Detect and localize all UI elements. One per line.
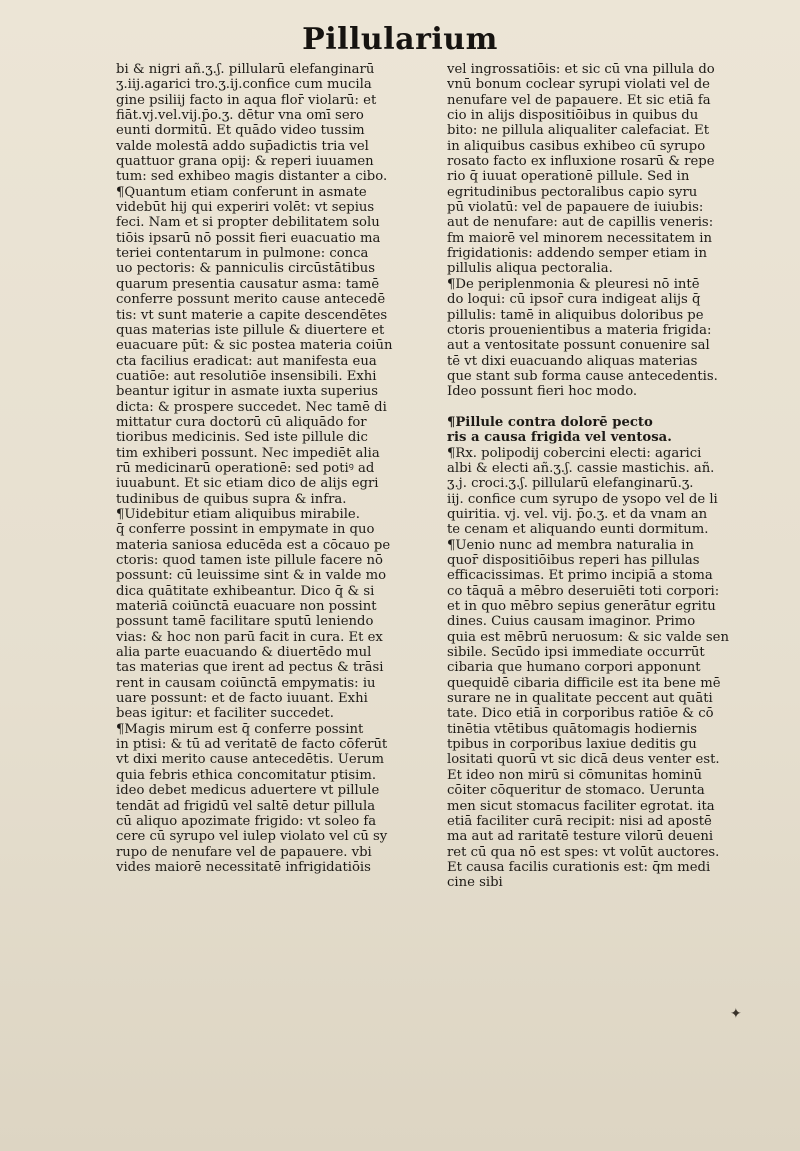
text-line: dicta: & prospere succedet. Nec tamē di <box>116 399 387 415</box>
text-line: ʒ.j. croci.ʒ.ʃ. pillularū elefanginarū.ʒ. <box>447 476 694 492</box>
text-line: possunt: cū leuissime sint & in valde mo <box>116 568 387 584</box>
text-line: cere cū syrupo vel iulep violato vel cū sy <box>116 829 388 845</box>
text-line: materiā coiūnctā euacuare non possint <box>116 599 377 615</box>
text-line: pillulis: tamē in aliquibus doloribus pe <box>447 307 704 323</box>
text-line: fm maiorē vel minorem necessitatem in <box>447 230 712 246</box>
text-line: nenufare vel de papauere. Et sic etiā fa <box>447 92 711 108</box>
text-line: tim exhiberi possunt. Nec impediēt alia <box>116 445 380 461</box>
text-line: tē vt dixi euacuando aliquas materias <box>447 353 698 369</box>
text-line: tiōis ipsarū nō possit fieri euacuatio ma <box>116 230 381 246</box>
text-line: tate. Dico etiā in corporibus ratiōe & cō <box>447 706 714 722</box>
text-line: ¶Uenio nunc ad membra naturalia in <box>447 537 694 553</box>
text-line: ma aut ad raritatē testure vilorū deueni <box>447 829 714 845</box>
left-text-column <box>116 62 431 875</box>
text-line: mittatur cura doctorū cū aliquādo for <box>116 414 367 430</box>
text-line: ¶Magis mirum est q̄ conferre possint <box>116 721 364 737</box>
text-line: efficacissimas. Et primo incipiā a stoma <box>447 568 713 584</box>
text-line: ¶Quantum etiam conferunt in asmate <box>116 184 367 200</box>
text-line: tinētia vtētibus quātomagis hodiernis <box>447 721 698 737</box>
text-line: etiā faciliter curā recipit: nisi ad apostē <box>447 813 712 829</box>
text-line: gine psiliij facto in aqua flor̄ violarū: et <box>116 92 377 108</box>
text-line: pū violatū: vel de papauere de iuiubis: <box>447 200 704 216</box>
text-line: vt dixi merito cause antecedētis. Uerum <box>116 752 384 768</box>
text-line: possunt tamē facilitare sputū leniendo <box>116 614 374 630</box>
text-line: bi & nigri añ.ʒ.ʃ. pillularū elefanginarū <box>116 62 375 77</box>
text-line: vnū bonum coclear syrupi violati vel de <box>447 77 710 93</box>
text-line: lositati quorū vt sic dicā deus venter est. <box>447 752 720 768</box>
text-line: quequidē cibaria difficile est ita bene mē <box>447 675 721 691</box>
text-line: cio in alijs dispositiōibus in quibus du <box>447 108 699 124</box>
text-line: feci. Nam et si propter debilitatem solu <box>116 215 380 231</box>
text-line: ¶Rx. polipodij cobercini electi: agarici <box>447 445 702 461</box>
text-line: videbūt hij qui experiri volēt: vt sepius <box>116 200 375 216</box>
text-line: vias: & hoc non parū facit in cura. Et ex <box>116 629 383 645</box>
text-line: ¶Uidebitur etiam aliquibus mirabile. <box>116 506 360 522</box>
text-line: ¶Pillule contra dolorē pecto <box>447 414 653 430</box>
text-line: vides maiorē necessitatē infrigidatiōis <box>116 859 371 875</box>
text-line: Ideo possunt fieri hoc modo. <box>447 384 638 400</box>
text-line: Et causa facilis curationis est: q̄m medi <box>447 859 711 875</box>
running-head: Pillularium <box>302 22 498 57</box>
text-line: vel ingrossatiōis: et sic cū vna pillula do <box>447 62 715 77</box>
text-line: tudinibus de quibus supra & infra. <box>116 491 347 507</box>
text-line: frigidationis: addendo semper etiam in <box>447 246 707 262</box>
text-line: co tāquā a mēbro deseruiēti toti corpori: <box>447 583 720 599</box>
text-line: ret cū qua nō est spes: vt volūt auctores. <box>447 844 720 860</box>
text-line: et in quo mēbro sepius generātur egritu <box>447 599 716 615</box>
text-line: beas igitur: et faciliter succedet. <box>116 706 334 722</box>
text-line: materia saniosa educēda est a cōcauo pe <box>116 537 391 553</box>
text-line: cuatiōe: aut resolutiōe insensibili. Exhi <box>116 368 377 384</box>
text-line: tendāt ad frigidū vel saltē detur pillula <box>116 798 376 814</box>
text-line: egritudinibus pectoralibus capio syru <box>447 184 698 200</box>
text-line: tas materias que irent ad pectus & trāsi <box>116 660 384 676</box>
text-line: fiāt.vj.vel.vij.p̄o.ʒ. dētur vna omī sero <box>116 108 364 124</box>
text-line: alia parte euacuando & diuertēdo mul <box>116 645 372 661</box>
text-line: bito: ne pillula aliqualiter calefaciat. Et <box>447 123 710 139</box>
text-line: ʒ.iij.agarici tro.ʒ.ij.confice cum mucila <box>116 77 372 93</box>
text-line: te cenam et aliquando eunti dormitum. <box>447 522 709 538</box>
text-line: rosato facto ex influxione rosarū & repe <box>447 154 715 170</box>
text-line: ris a causa frigida vel ventosa. <box>447 430 672 446</box>
text-line: cōiter cōqueritur de stomaco. Uerunta <box>447 783 705 799</box>
text-line: rent in causam coiūnctā empymatis: iu <box>116 675 376 691</box>
text-line: Et ideo non mirū si cōmunitas hominū <box>447 767 703 783</box>
text-line: quia est mēbrū neruosum: & sic valde sen <box>447 629 729 645</box>
text-line: eunti dormitū. Et quādo video tussim <box>116 123 365 139</box>
text-line: uare possunt: et de facto iuuant. Exhi <box>116 691 368 707</box>
text-line: cine sibi <box>447 875 503 891</box>
ornament-mark: ✦ <box>730 1006 742 1022</box>
text-line: in ptisi: & tū ad veritatē de facto cōferūt <box>116 737 388 753</box>
text-line: rio q̄ iuuat operationē pillule. Sed in <box>447 169 690 185</box>
text-line <box>447 400 762 415</box>
text-line: do loqui: cū ipsor̄ cura indigeat alijs q̄ <box>447 292 701 308</box>
text-line: aut de nenufare: aut de capillis veneris: <box>447 215 714 231</box>
text-line: conferre possunt merito cause antecedē <box>116 292 386 308</box>
text-line: ideo debet medicus aduertere vt pillule <box>116 783 380 799</box>
text-line: dica quātitate exhibeantur. Dico q̄ & si <box>116 583 375 599</box>
text-line: quia febris ethica concomitatur ptisim. <box>116 767 377 783</box>
text-line: quarum presentia causatur asma: tamē <box>116 276 380 292</box>
text-line: cū aliquo apozimate frigido: vt soleo fa <box>116 813 377 829</box>
text-line: valde molestā addo sup̄adictis tria vel <box>116 138 369 154</box>
text-line: dines. Cuius causam imaginor. Primo <box>447 614 696 630</box>
text-line: sibile. Secūdo ipsi immediate occurrūt <box>447 645 705 661</box>
text-line: men sicut stomacus faciliter egrotat. ita <box>447 798 715 814</box>
text-line: surare ne in qualitate peccent aut quāti <box>447 691 713 707</box>
text-line: ctoris: quod tamen iste pillule facere nō <box>116 553 383 568</box>
text-line: iuuabunt. Et sic etiam dico de alijs egri <box>116 476 379 492</box>
text-line: tpibus in corporibus laxiue deditis gu <box>447 737 697 753</box>
text-line: cibaria que humano corpori apponunt <box>447 660 701 676</box>
text-line: ctoris prouenientibus a materia frigida: <box>447 322 712 338</box>
text-line: beantur igitur in asmate iuxta superius <box>116 384 379 400</box>
text-line: tum: sed exhibeo magis distanter a cibo. <box>116 169 388 185</box>
text-line: quas materias iste pillule & diuertere et <box>116 322 385 338</box>
text-line: albi & electi añ.ʒ.ʃ. cassie mastichis. añ. <box>447 460 715 476</box>
right-text-column <box>447 62 762 891</box>
text-line: quiritia. vj. vel. vij. p̄o.ʒ. et da vnam an <box>447 506 708 522</box>
text-line: ¶De periplenmonia & pleuresi nō intē <box>447 276 700 292</box>
text-line: teriei contentarum in pulmone: conca <box>116 246 369 262</box>
text-line: quor̄ dispositiōibus reperi has pillulas <box>447 553 700 568</box>
text-line: iij. confice cum syrupo de ysopo vel de li <box>447 491 718 507</box>
text-line: tioribus medicinis. Sed iste pillule dic <box>116 430 368 446</box>
text-line: in aliquibus casibus exhibeo cū syrupo <box>447 138 706 154</box>
text-line: uo pectoris: & panniculis circūstātibus <box>116 261 376 277</box>
text-line: rupo de nenufare vel de papauere. vbi <box>116 844 372 860</box>
text-line: que stant sub forma cause antecedentis. <box>447 368 718 384</box>
text-line: aut a ventositate possunt conuenire sal <box>447 338 710 354</box>
text-line: tis: vt sunt materie a capite descendētes <box>116 307 388 323</box>
text-line: q̄ conferre possint in empymate in quo <box>116 522 375 538</box>
text-line: rū medicinarū operationē: sed potiꝰ ad <box>116 460 375 476</box>
text-line: euacuare pūt: & sic postea materia coiūn <box>116 338 393 354</box>
text-line: cta facilius eradicat: aut manifesta eua <box>116 353 377 369</box>
text-line: quattuor grana opij: & reperi iuuamen <box>116 154 374 170</box>
text-line: pillulis aliqua pectoralia. <box>447 261 613 277</box>
